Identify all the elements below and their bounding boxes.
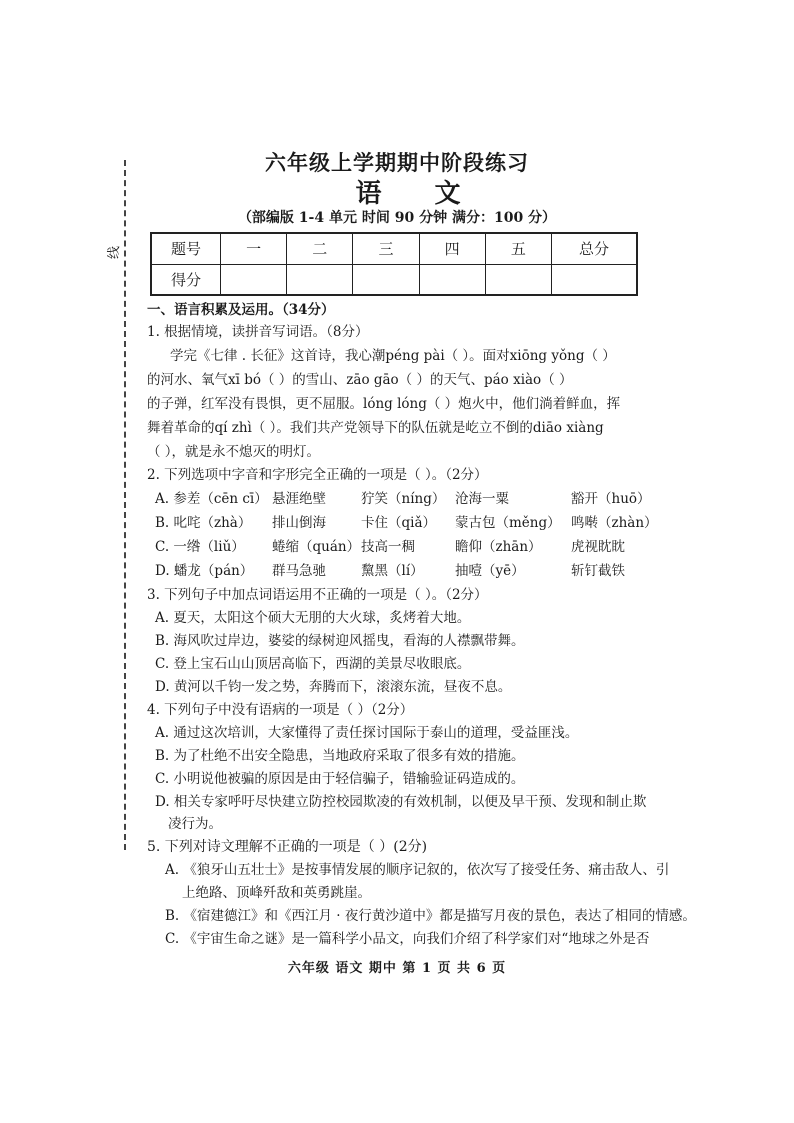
q2-c-1: C. 一绺（liǔ） (155, 539, 245, 555)
q2-c-2: 蜷缩（quán） (272, 539, 361, 555)
q2-d-1: D. 蟠龙（pán） (155, 563, 254, 579)
q2-c-3: 技高一稠 (361, 539, 415, 555)
q3-prompt: 3. 下列句子中加点词语运用不正确的一项是（ ）。（2分） (147, 587, 488, 603)
q4-prompt: 4. 下列句子中没有语病的一项是（ ）（2分） (147, 702, 414, 718)
q2-b-3: 卡住（qiǎ） (361, 515, 437, 531)
q2-b-1: B. 叱咤（zhà） (155, 515, 252, 531)
cut-line (124, 160, 126, 850)
q1-line-3: 的子弹，红军没有畏惧，更不屈服。lóng lóng（ ）炮火中，他们淌着鲜血，挥 (147, 396, 621, 412)
q2-c-4: 瞻仰（zhān） (455, 539, 542, 555)
q2-d-4: 抽噎（yē） (455, 563, 525, 579)
exam-title: 六年级上学期期中阶段练习 (265, 150, 529, 175)
score-col-label: 题号 (151, 233, 221, 264)
score-table-score-row (151, 264, 637, 295)
score-cell-4[interactable] (419, 264, 485, 295)
section-1-title: 一、语言积累及运用。（34分） (147, 302, 335, 318)
q2-a-4: 沧海一粟 (455, 491, 509, 507)
q2-prompt: 2. 下列选项中字音和字形完全正确的一项是（ ）。（2分） (147, 467, 488, 483)
exam-info: （部编版 1-4 单元 时间 90 分钟 满分：100 分） (237, 210, 557, 226)
score-cell-3[interactable] (353, 264, 419, 295)
q2-option-c (155, 535, 655, 559)
q3-option-d: D. 黄河以千钧一发之势，奔腾而下，滚滚东流，昼夜不息。 (155, 679, 512, 695)
q1-line-5: （ ），就是永不熄灭的明灯。 (147, 444, 321, 460)
q3-option-c: C. 登上宝石山山顶居高临下，西湖的美景尽收眼底。 (155, 656, 471, 672)
q2-b-5: 鸣啭（zhàn） (571, 515, 658, 531)
q5-option-c: C. 《宇宙生命之谜》是一篇科学小品文，向我们介绍了科学家们对“地球之外是否 (165, 931, 650, 947)
q2-option-b (155, 511, 658, 535)
q4-option-a: A. 通过这次培训，大家懂得了责任探讨国际于泰山的道理，受益匪浅。 (155, 725, 579, 741)
q2-d-3: 黧黑（lí） (361, 563, 424, 579)
score-col-2: 二 (287, 233, 353, 264)
q2-a-3: 狞笑（níng） (361, 491, 446, 507)
q1-line-1: 学完《七律 . 长征》这首诗，我心潮péng pài（ ）。面对xiōng yǒng（ ） (170, 348, 616, 364)
q2-d-2: 群马急驰 (272, 563, 326, 579)
q2-a-5: 豁开（huō） (571, 491, 651, 507)
q2-option-a (155, 487, 655, 511)
q3-option-b: B. 海风吹过岸边，婆娑的绿树迎风摇曳，看海的人襟飘带舞。 (155, 633, 525, 649)
score-col-4: 四 (419, 233, 485, 264)
score-col-3: 三 (353, 233, 419, 264)
score-col-total: 总分 (552, 233, 638, 264)
q2-b-2: 排山倒海 (272, 515, 326, 531)
q4-option-c: C. 小明说他被骗的原因是由于轻信骗子，错输验证码造成的。 (155, 771, 525, 787)
q4-option-d: D. 相关专家呼吁尽快建立防控校园欺凌的有效机制，以便及早干预、发现和制止欺 (155, 794, 647, 810)
q5-option-a: A. 《狼牙山五壮士》是按事情发展的顺序记叙的，依次写了接受任务、痛击敌人、引 (165, 862, 670, 878)
q1-prompt: 1. 根据情境，读拼音写词语。（8分） (147, 324, 369, 340)
q1-line-2: 的河水、氧气xī bó（ ）的雪山、zāo gāo（ ）的天气、páo xiào（ ） (147, 372, 573, 388)
q3-option-a: A. 夏天，太阳这个硕大无朋的大火球，炙烤着大地。 (155, 610, 471, 626)
q2-a-1: A. 参差（cēn cī） (155, 491, 268, 507)
q1-line-4: 舞着革命的qí zhì（ ）。我们共产党领导下的队伍就是屹立不倒的diāo xiàng (147, 420, 604, 436)
q5-option-a-cont: 上绝路、顶峰歼敌和英勇跳崖。 (182, 885, 371, 901)
q2-d-5: 斩钉截铁 (571, 563, 625, 579)
q5-option-b: B. 《宿建德江》和《西江月 · 夜行黄沙道中》都是描写月夜的景色，表达了相同的情感。 (165, 908, 696, 924)
score-row-label: 得分 (151, 264, 221, 295)
q4-option-b: B. 为了杜绝不出安全隐患，当地政府采取了很多有效的措施。 (155, 748, 525, 764)
score-cell-5[interactable] (485, 264, 551, 295)
score-col-5: 五 (485, 233, 551, 264)
score-cell-total[interactable] (552, 264, 638, 295)
q5-prompt: 5. 下列对诗文理解不正确的一项是（ ）(2分) (147, 839, 428, 855)
q2-option-d (155, 559, 655, 583)
q2-b-4: 蒙古包（měng） (455, 515, 561, 531)
q2-a-2: 悬涯绝壁 (272, 491, 326, 507)
page-footer: 六年级 语文 期中 第 1 页 共 6 页 (287, 961, 507, 976)
score-table-header-row (151, 233, 637, 264)
q4-option-d-cont: 凌行为。 (168, 816, 222, 832)
q2-c-5: 虎视眈眈 (571, 539, 625, 555)
exam-subject: 语 文 (355, 179, 483, 209)
cut-mark-label: 线 (107, 245, 123, 260)
score-cell-1[interactable] (221, 264, 287, 295)
score-cell-2[interactable] (287, 264, 353, 295)
score-col-1: 一 (221, 233, 287, 264)
score-table (150, 232, 638, 296)
